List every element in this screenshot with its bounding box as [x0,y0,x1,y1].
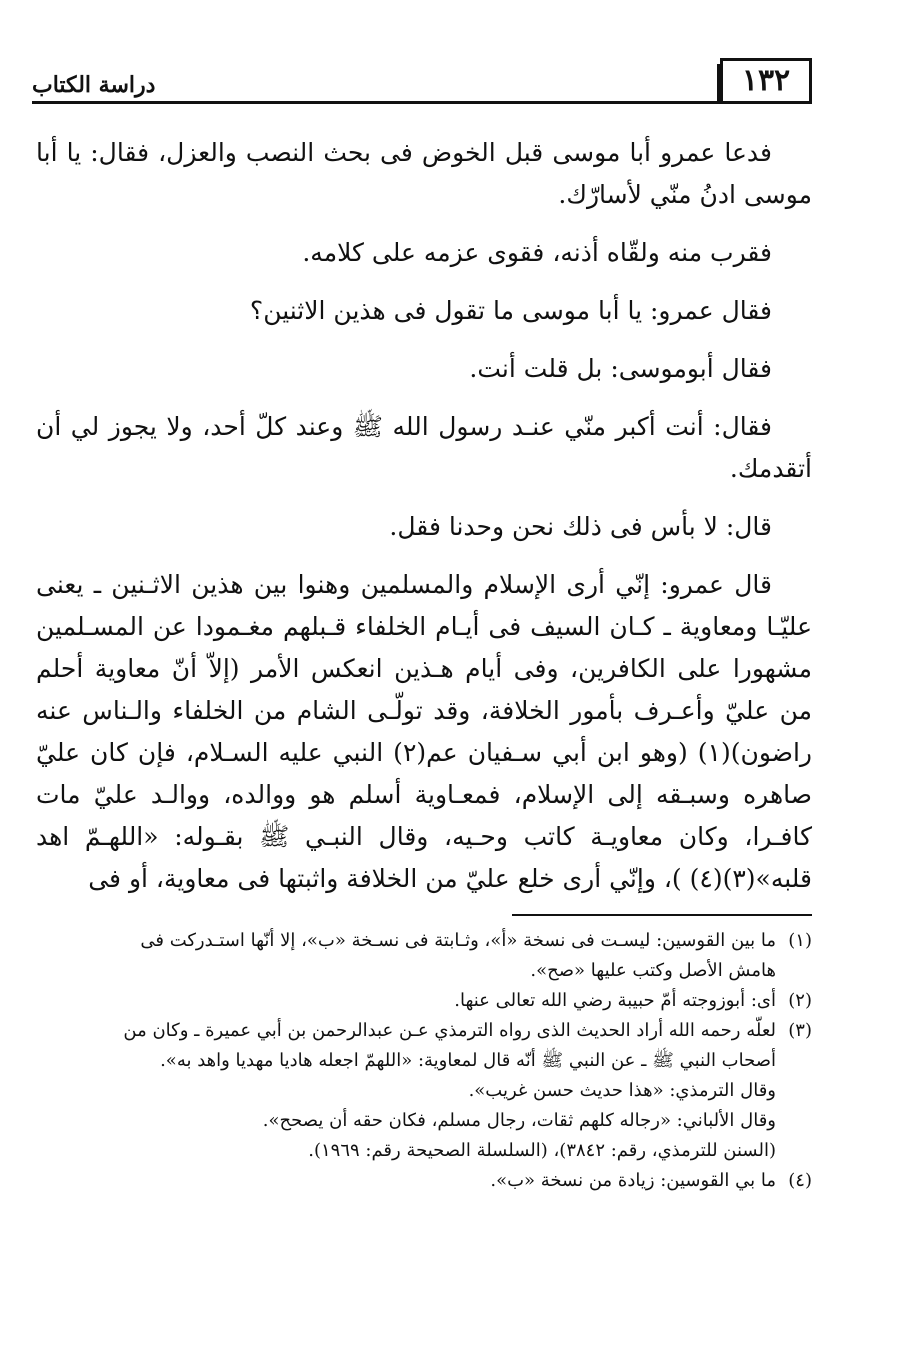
footnote-line: ما بي القوسين: زيادة من نسخة «ب». [490,1170,776,1191]
paragraph: فقرب منه ولقّاه أذنه، فقوى عزمه على كلامه. [302,238,772,267]
footnote-line: (السنن للترمذي، رقم: ٣٨٤٢)، (السلسلة الصحيحة رقم: ١٩٦٩). [308,1140,776,1161]
footnote-line: وقال الألباني: «رجاله كلهم ثقات، رجال مسلم، فكان حقه أن يصحح». [262,1110,776,1131]
header-rule [32,101,812,104]
footnote-line: أى: أبوزوجته أمّ حبيبة رضي الله تعالى عنها. [454,990,776,1011]
footnote-4 [36,1166,812,1196]
paragraph: فقال أبوموسى: بل قلت أنت. [469,354,772,383]
footnote-separator [512,914,812,916]
paragraph: قال: لا بأس فى ذلك نحن وحدنا فقل. [389,512,772,541]
footnote-1 [36,926,812,986]
footnote-number: (٣) [788,1020,812,1041]
footnote-line: وقال الترمذي: «هذا حديث حسن غريب». [468,1080,776,1101]
footnote-number: (٤) [788,1170,812,1191]
paragraph: قال عمرو: إنّي أرى الإسلام والمسلمين وهنوا بين هذين الاثـنين ـ يعنى عليّـا ومعاوية ـ كـان السيف فى أيـام الخلفاء قـبلهم مغـمودا عن المسـلمين مشهورا على الكافرين، وفى أيام هـذين انعكس الأمر (إلاّ أنّ معاوية أحلم من عليّ وأعـرف بأمور الخلافة، وقد تولّـى الشام من الخلفاء والـناس عنه راضون)(١) (وهو ابن أبي سـفيان عم(٢) النبي عليه السـلام، فإن كان عليّ صاهره وسبـقه إلى الإسلام، فمعـاوية أسلم هو ووالده، ووالـد عليّ مات كافـرا، وكان معاويـة كاتب وحـيه، وقال النبـي ﷺ بقـوله: «اللهـمّ اهد قلبه»(٣)(٤) )، وإنّي أرى خلع عليّ من الخلافة واثبتها فى معاوية، أو فى [36,570,812,893]
page-header [32,58,812,106]
page-number: ١٣٢ [720,58,812,101]
paragraph: فدعا عمرو أبا موسى قبل الخوض فى بحث النصب والعزل، فقال: يا أبا موسى ادنُ منّي لأسارّك. [36,138,812,209]
running-title: دراسة الكتاب [32,72,156,98]
footnote-2 [36,986,812,1016]
main-text [36,132,812,908]
paragraph: فقال عمرو: يا أبا موسى ما تقول فى هذين الاثنين؟ [249,296,772,325]
footnote-line: أصحاب النبي ﷺ ـ عن النبي ﷺ أنّه قال لمعاوية: «اللهمّ اجعله هاديا مهديا واهد به». [160,1050,776,1071]
footnote-3 [36,1016,812,1166]
footnote-line: لعلّه رحمه الله أراد الحديث الذى رواه الترمذي عـن عبدالرحمن بن أبي عميرة ـ وكان من [123,1020,776,1041]
footnotes [36,926,812,1196]
footnote-number: (٢) [788,990,812,1011]
footnote-line: ما بين القوسين: ليسـت فى نسخة «أ»، وثـابتة فى نسـخة «ب»، إلا أنّها استـدركت فى [140,930,776,951]
footnote-line: هامش الأصل وكتب عليها «صح». [530,960,776,981]
paragraph: فقال: أنت أكبر منّي عنـد رسول الله ﷺ وعند كلّ أحد، ولا يجوز لي أن أتقدمك. [36,412,812,483]
footnote-number: (١) [788,930,812,951]
